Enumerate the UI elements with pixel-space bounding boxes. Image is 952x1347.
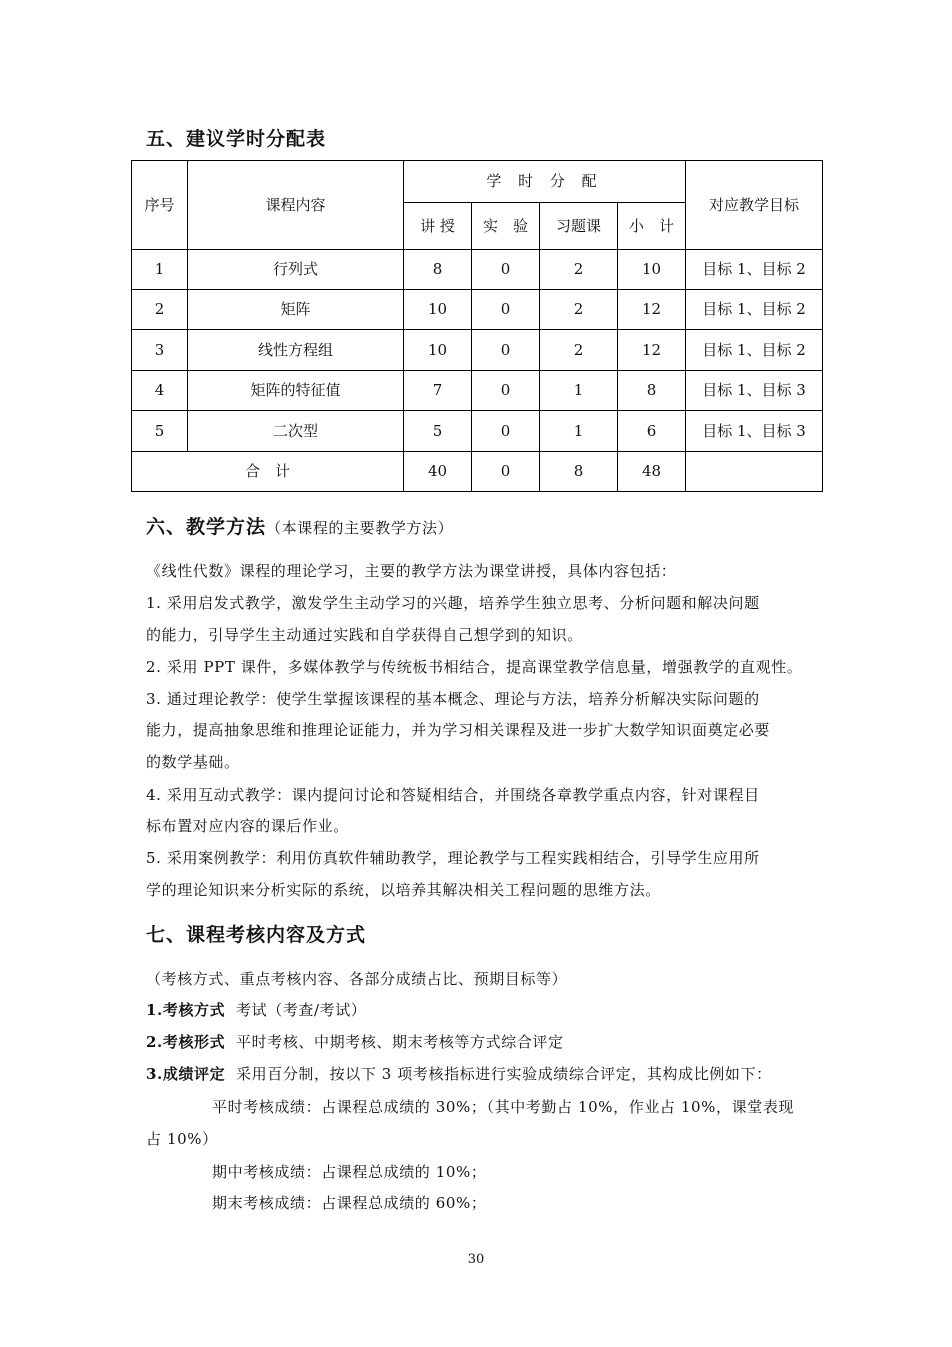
section6-note: （本课程的主要教学方法）: [266, 519, 454, 537]
section7-intro: （考核方式、重点考核内容、各部分成绩占比、预期目标等）: [146, 970, 568, 988]
header-subtotal: 小 计: [618, 203, 686, 250]
cell-exercise: 2: [540, 250, 618, 290]
cell-subtotal: 10: [618, 250, 686, 290]
paragraph-line: 4. 采用互动式教学：课内提问讨论和答疑相结合，并围绕各章教学重点内容，针对课程目: [146, 786, 760, 804]
header-exercise: 习题课: [540, 203, 618, 250]
table-total-row: [132, 452, 823, 492]
cell-exercise: 2: [540, 330, 618, 371]
cell-subtotal: 12: [618, 330, 686, 371]
cell-objective: 目标 1、目标 2: [686, 250, 823, 290]
cell-subtotal: 12: [618, 290, 686, 330]
total-label: 合 计: [132, 452, 404, 492]
cell-content: 矩阵: [188, 290, 404, 330]
assessment-text: 平时考核、中期考核、期末考核等方式综合评定: [236, 1033, 564, 1051]
cell-lecture: 10: [404, 290, 472, 330]
grading-midterm: 期中考核成绩：占课程总成绩的 10%；: [212, 1163, 487, 1181]
assessment-item: [146, 1063, 772, 1084]
paragraph-line: 5. 采用案例教学：利用仿真软件辅助教学，理论教学与工程实践相结合，引导学生应用所: [146, 849, 760, 867]
table-row: [132, 290, 823, 330]
total-experiment: 0: [472, 452, 540, 492]
paragraph-line: 能力，提高抽象思维和推理论证能力，并为学习相关课程及进一步扩大数学知识面奠定必要: [146, 721, 771, 739]
cell-experiment: 0: [472, 290, 540, 330]
cell-objective: 目标 1、目标 3: [686, 411, 823, 452]
grading-final: 期末考核成绩：占课程总成绩的 60%；: [212, 1194, 487, 1212]
cell-seq: 4: [132, 371, 188, 411]
cell-content: 线性方程组: [188, 330, 404, 371]
header-content: 课程内容: [188, 161, 404, 250]
total-subtotal: 48: [618, 452, 686, 492]
table-row: [132, 371, 823, 411]
assessment-label: 2.考核形式: [146, 1033, 226, 1051]
assessment-item: [146, 999, 366, 1020]
cell-lecture: 5: [404, 411, 472, 452]
cell-content: 二次型: [188, 411, 404, 452]
page-number: 30: [467, 1252, 485, 1267]
cell-lecture: 10: [404, 330, 472, 371]
assessment-text: 采用百分制，按以下 3 项考核指标进行实验成绩综合评定，其构成比例如下：: [236, 1065, 772, 1083]
table-row: [132, 250, 823, 290]
assessment-label: 1.考核方式: [146, 1001, 226, 1019]
paragraph-line: 的数学基础。: [146, 753, 240, 771]
total-objective: [686, 452, 823, 492]
cell-seq: 3: [132, 330, 188, 371]
table-row: [132, 411, 823, 452]
cell-seq: 5: [132, 411, 188, 452]
paragraph-line: 学的理论知识来分析实际的系统，以培养其解决相关工程问题的思维方法。: [146, 881, 661, 899]
cell-experiment: 0: [472, 330, 540, 371]
cell-content: 矩阵的特征值: [188, 371, 404, 411]
cell-objective: 目标 1、目标 3: [686, 371, 823, 411]
cell-experiment: 0: [472, 250, 540, 290]
hours-allocation-table: [131, 160, 823, 492]
table-header-row: [132, 161, 823, 203]
paragraph-line: 《线性代数》课程的理论学习，主要的教学方法为课堂讲授，具体内容包括：: [146, 562, 677, 580]
cell-subtotal: 6: [618, 411, 686, 452]
grading-regular-cont: 占 10%）: [146, 1130, 218, 1148]
cell-lecture: 8: [404, 250, 472, 290]
header-objective: 对应教学目标: [686, 161, 823, 250]
assessment-text: 考试（考查/考试）: [236, 1001, 367, 1019]
assessment-label: 3.成绩评定: [146, 1065, 226, 1083]
cell-lecture: 7: [404, 371, 472, 411]
header-seq: 序号: [132, 161, 188, 250]
paragraph-line: 的能力，引导学生主动通过实践和自学获得自己想学到的知识。: [146, 626, 583, 644]
cell-exercise: 1: [540, 411, 618, 452]
section7-heading: 七、课程考核内容及方式: [146, 924, 367, 946]
paragraph-line: 1. 采用启发式教学，激发学生主动学习的兴趣，培养学生独立思考、分析问题和解决问题: [146, 594, 760, 612]
cell-exercise: 2: [540, 290, 618, 330]
cell-experiment: 0: [472, 411, 540, 452]
cell-subtotal: 8: [618, 371, 686, 411]
cell-objective: 目标 1、目标 2: [686, 290, 823, 330]
cell-exercise: 1: [540, 371, 618, 411]
header-lecture: 讲 授: [404, 203, 472, 250]
paragraph-line: 3. 通过理论教学：使学生掌握该课程的基本概念、理论与方法，培养分析解决实际问题的: [146, 690, 760, 708]
cell-objective: 目标 1、目标 2: [686, 330, 823, 371]
cell-seq: 1: [132, 250, 188, 290]
grading-regular: 平时考核成绩：占课程总成绩的 30%；（其中考勤占 10%，作业占 10%，课堂表现: [212, 1098, 795, 1116]
total-lecture: 40: [404, 452, 472, 492]
cell-experiment: 0: [472, 371, 540, 411]
section5-heading: 五、建议学时分配表: [146, 128, 327, 150]
header-experiment: 实 验: [472, 203, 540, 250]
paragraph-line: 标布置对应内容的课后作业。: [146, 817, 349, 835]
cell-content: 行列式: [188, 250, 404, 290]
header-hours-group: 学 时 分 配: [404, 161, 686, 203]
assessment-item: [146, 1031, 564, 1052]
section6-title: 六、教学方法: [146, 516, 267, 538]
cell-seq: 2: [132, 290, 188, 330]
section6-heading: [146, 512, 453, 539]
paragraph-line: 2. 采用 PPT 课件，多媒体教学与传统板书相结合，提高课堂教学信息量，增强教学的直观性。: [146, 658, 803, 676]
total-exercise: 8: [540, 452, 618, 492]
table-row: [132, 330, 823, 371]
